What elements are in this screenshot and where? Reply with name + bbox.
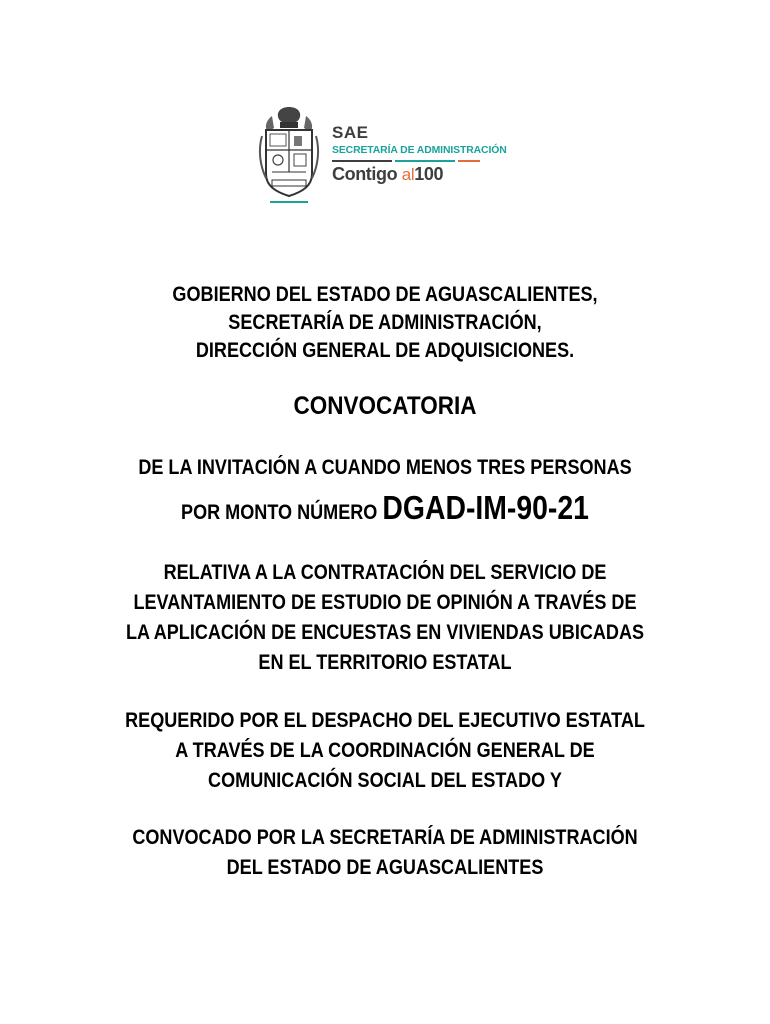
- service-description: [54, 558, 716, 678]
- logo-acronym: SAE: [332, 123, 369, 142]
- procurement-number: DGAD-IM-90-21: [382, 489, 589, 526]
- description-line: LEVANTAMIENTO DE ESTUDIO DE OPINIÓN A TRAVÉS DE: [133, 591, 637, 614]
- header-line: GOBIERNO DEL ESTADO DE AGUASCALIENTES,: [172, 283, 598, 306]
- invitation-number-line: [54, 489, 716, 532]
- requester-line: REQUERIDO POR EL DESPACHO DEL EJECUTIVO ESTATAL: [125, 709, 645, 732]
- requester-line: A TRAVÉS DE LA COORDINACIÓN GENERAL DE: [175, 739, 595, 762]
- description-line: RELATIVA A LA CONTRATACIÓN DEL SERVICIO DE: [163, 561, 607, 584]
- requester-description: [54, 706, 716, 796]
- logo-department: SECRETARÍA DE ADMINISTRACIÓN: [332, 145, 507, 156]
- description-line: EN EL TERRITORIO ESTATAL: [258, 651, 512, 674]
- logo-divider: [332, 160, 507, 162]
- document-title: CONVOCATORIA: [293, 392, 477, 420]
- invitation-line: DE LA INVITACIÓN A CUANDO MENOS TRES PERSONAS: [138, 456, 632, 479]
- convener-description: [54, 823, 716, 883]
- coat-of-arms-icon: [258, 106, 320, 206]
- number-prefix: POR MONTO NÚMERO: [181, 501, 383, 524]
- convener-line: CONVOCADO POR LA SECRETARÍA DE ADMINISTRACIÓN: [132, 826, 638, 849]
- logo-wordmark: [332, 124, 507, 185]
- issuer-header: [54, 281, 716, 365]
- requester-line: COMUNICACIÓN SOCIAL DEL ESTADO Y: [208, 769, 562, 792]
- convener-line: DEL ESTADO DE AGUASCALIENTES: [226, 856, 544, 879]
- header-line: SECRETARÍA DE ADMINISTRACIÓN,: [228, 311, 542, 334]
- header-line: DIRECCIÓN GENERAL DE ADQUISICIONES.: [195, 339, 575, 362]
- sae-logo: [258, 106, 518, 210]
- description-line: LA APLICACIÓN DE ENCUESTAS EN VIVIENDAS UBICADAS: [125, 621, 645, 644]
- logo-slogan: Contigo al100: [332, 164, 444, 184]
